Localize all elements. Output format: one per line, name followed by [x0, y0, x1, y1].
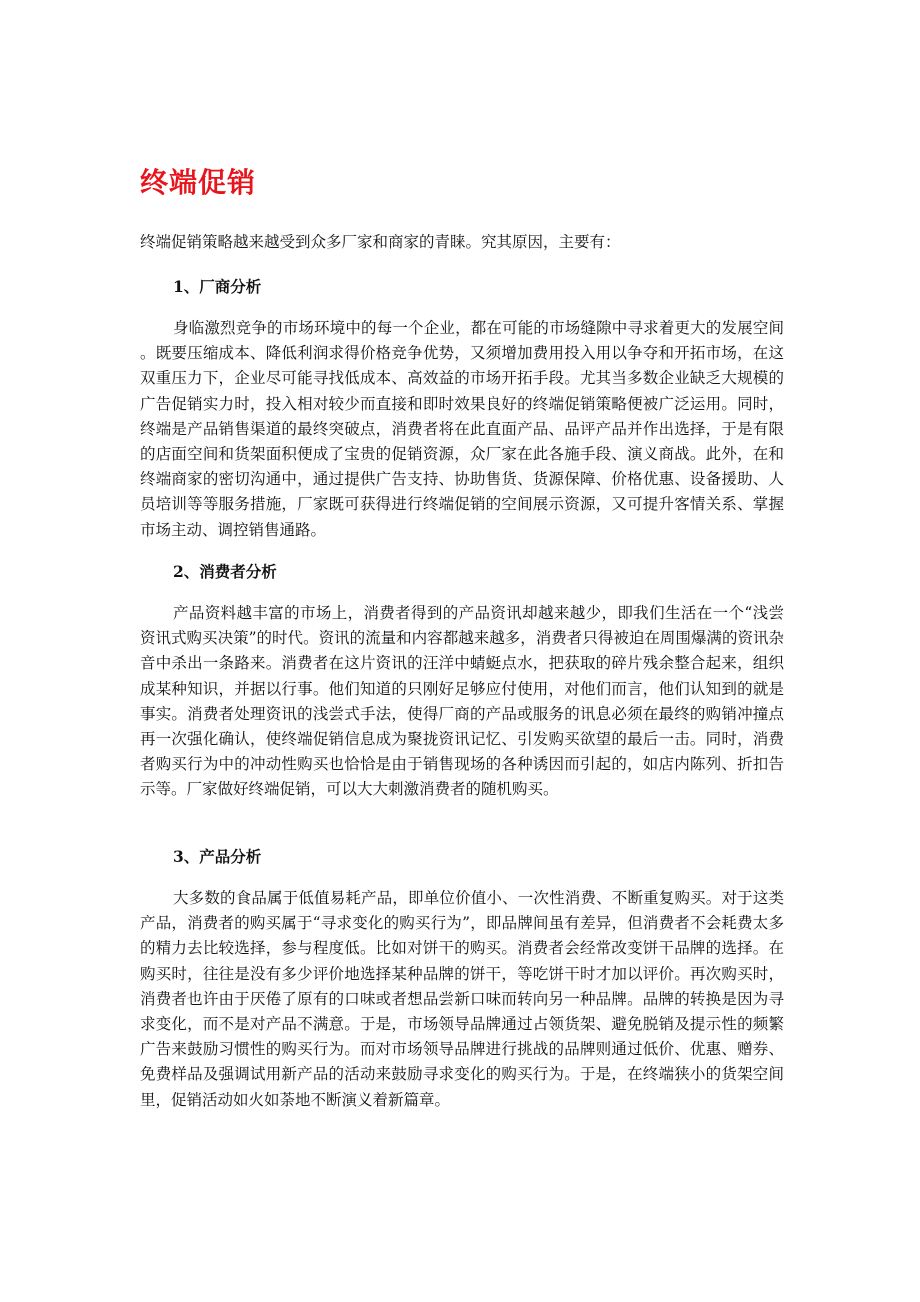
section-body-manufacturer: 身临激烈竞争的市场环境中的每一个企业，都在可能的市场缝隙中寻求着更大的发展空间。既要压缩成本、降低利润求得价格竞争优势，又须增加费用投入用以争夺和开拓市场，在这双重压力下，企业尽可能寻找低成本、高效益的市场开拓手段。尤其当多数企业缺乏大规模的广告促销实力时，投入相对较少而直接和即时效果良好的终端促销策略便被广泛运用。同时，终端是产品销售渠道的最终突破点，消费者将在此直面产品、品评产品并作出选择，于是有限的店面空间和货架面积便成了宝贵的促销资源，众厂家在此各施手段、演义商战。此外，在和终端商家的密切沟通中，通过提供广告支持、协助售货、货源保障、价格优惠、设备援助、人员培训等等服务措施，厂家既可获得进行终端促销的空间展示资源，又可提升客情关系、掌握市场主动、调控销售通路。: [140, 319, 784, 539]
section-heading-manufacturer: 1、厂商分析: [173, 277, 262, 296]
section-heading-product: 3、产品分析: [173, 847, 262, 866]
section-heading-consumer: 2、消费者分析: [173, 562, 277, 581]
intro-paragraph: 终端促销策略越来越受到众多厂家和商家的青睐。究其原因，主要有：: [140, 233, 621, 251]
section-body-consumer: 产品资料越丰富的市场上，消费者得到的产品资讯却越来越少，即我们生活在一个“浅尝资讯式购买决策”的时代。资讯的流量和内容都越来越多，消费者只得被迫在周围爆满的资讯杂音中杀出一条路来。消费者在这片资讯的汪洋中蜻蜓点水，把获取的碎片残余整合起来，组织成某种知识，并据以行事。他们知道的只刚好足够应付使用，对他们而言，他们认知到的就是事实。消费者处理资讯的浅尝式手法，使得厂商的产品或服务的讯息必须在最终的购销冲撞点再一次强化确认，使终端促销信息成为聚拢资讯记忆、引发购买欲望的最后一击。同时，消费者购买行为中的冲动性购买也恰恰是由于销售现场的各种诱因而引起的，如店内陈列、折扣告示等。厂家做好终端促销，可以大大刺激消费者的随机购买。: [140, 604, 784, 799]
page-title: 终端促销: [140, 166, 257, 199]
section-body-product: 大多数的食品属于低值易耗产品，即单位价值小、一次性消费、不断重复购买。对于这类产品，消费者的购买属于“寻求变化的购买行为”，即品牌间虽有差异，但消费者不会耗费太多的精力去比较选择，参与程度低。比如对饼干的购买。消费者会经常改变饼干品牌的选择。在购买时，往往是没有多少评价地选择某种品牌的饼干，等吃饼干时才加以评价。再次购买时，消费者也许由于厌倦了原有的口味或者想品尝新口味而转向另一种品牌。品牌的转换是因为寻求变化，而不是对产品不满意。于是，市场领导品牌通过占领货架、避免脱销及提示性的频繁广告来鼓励习惯性的购买行为。而对市场领导品牌进行挑战的品牌则通过低价、优惠、赠券、免费样品及强调试用新产品的活动来鼓励寻求变化的购买行为。于是，在终端狭小的货架空间里，促销活动如火如荼地不断演义着新篇章。: [140, 889, 784, 1109]
